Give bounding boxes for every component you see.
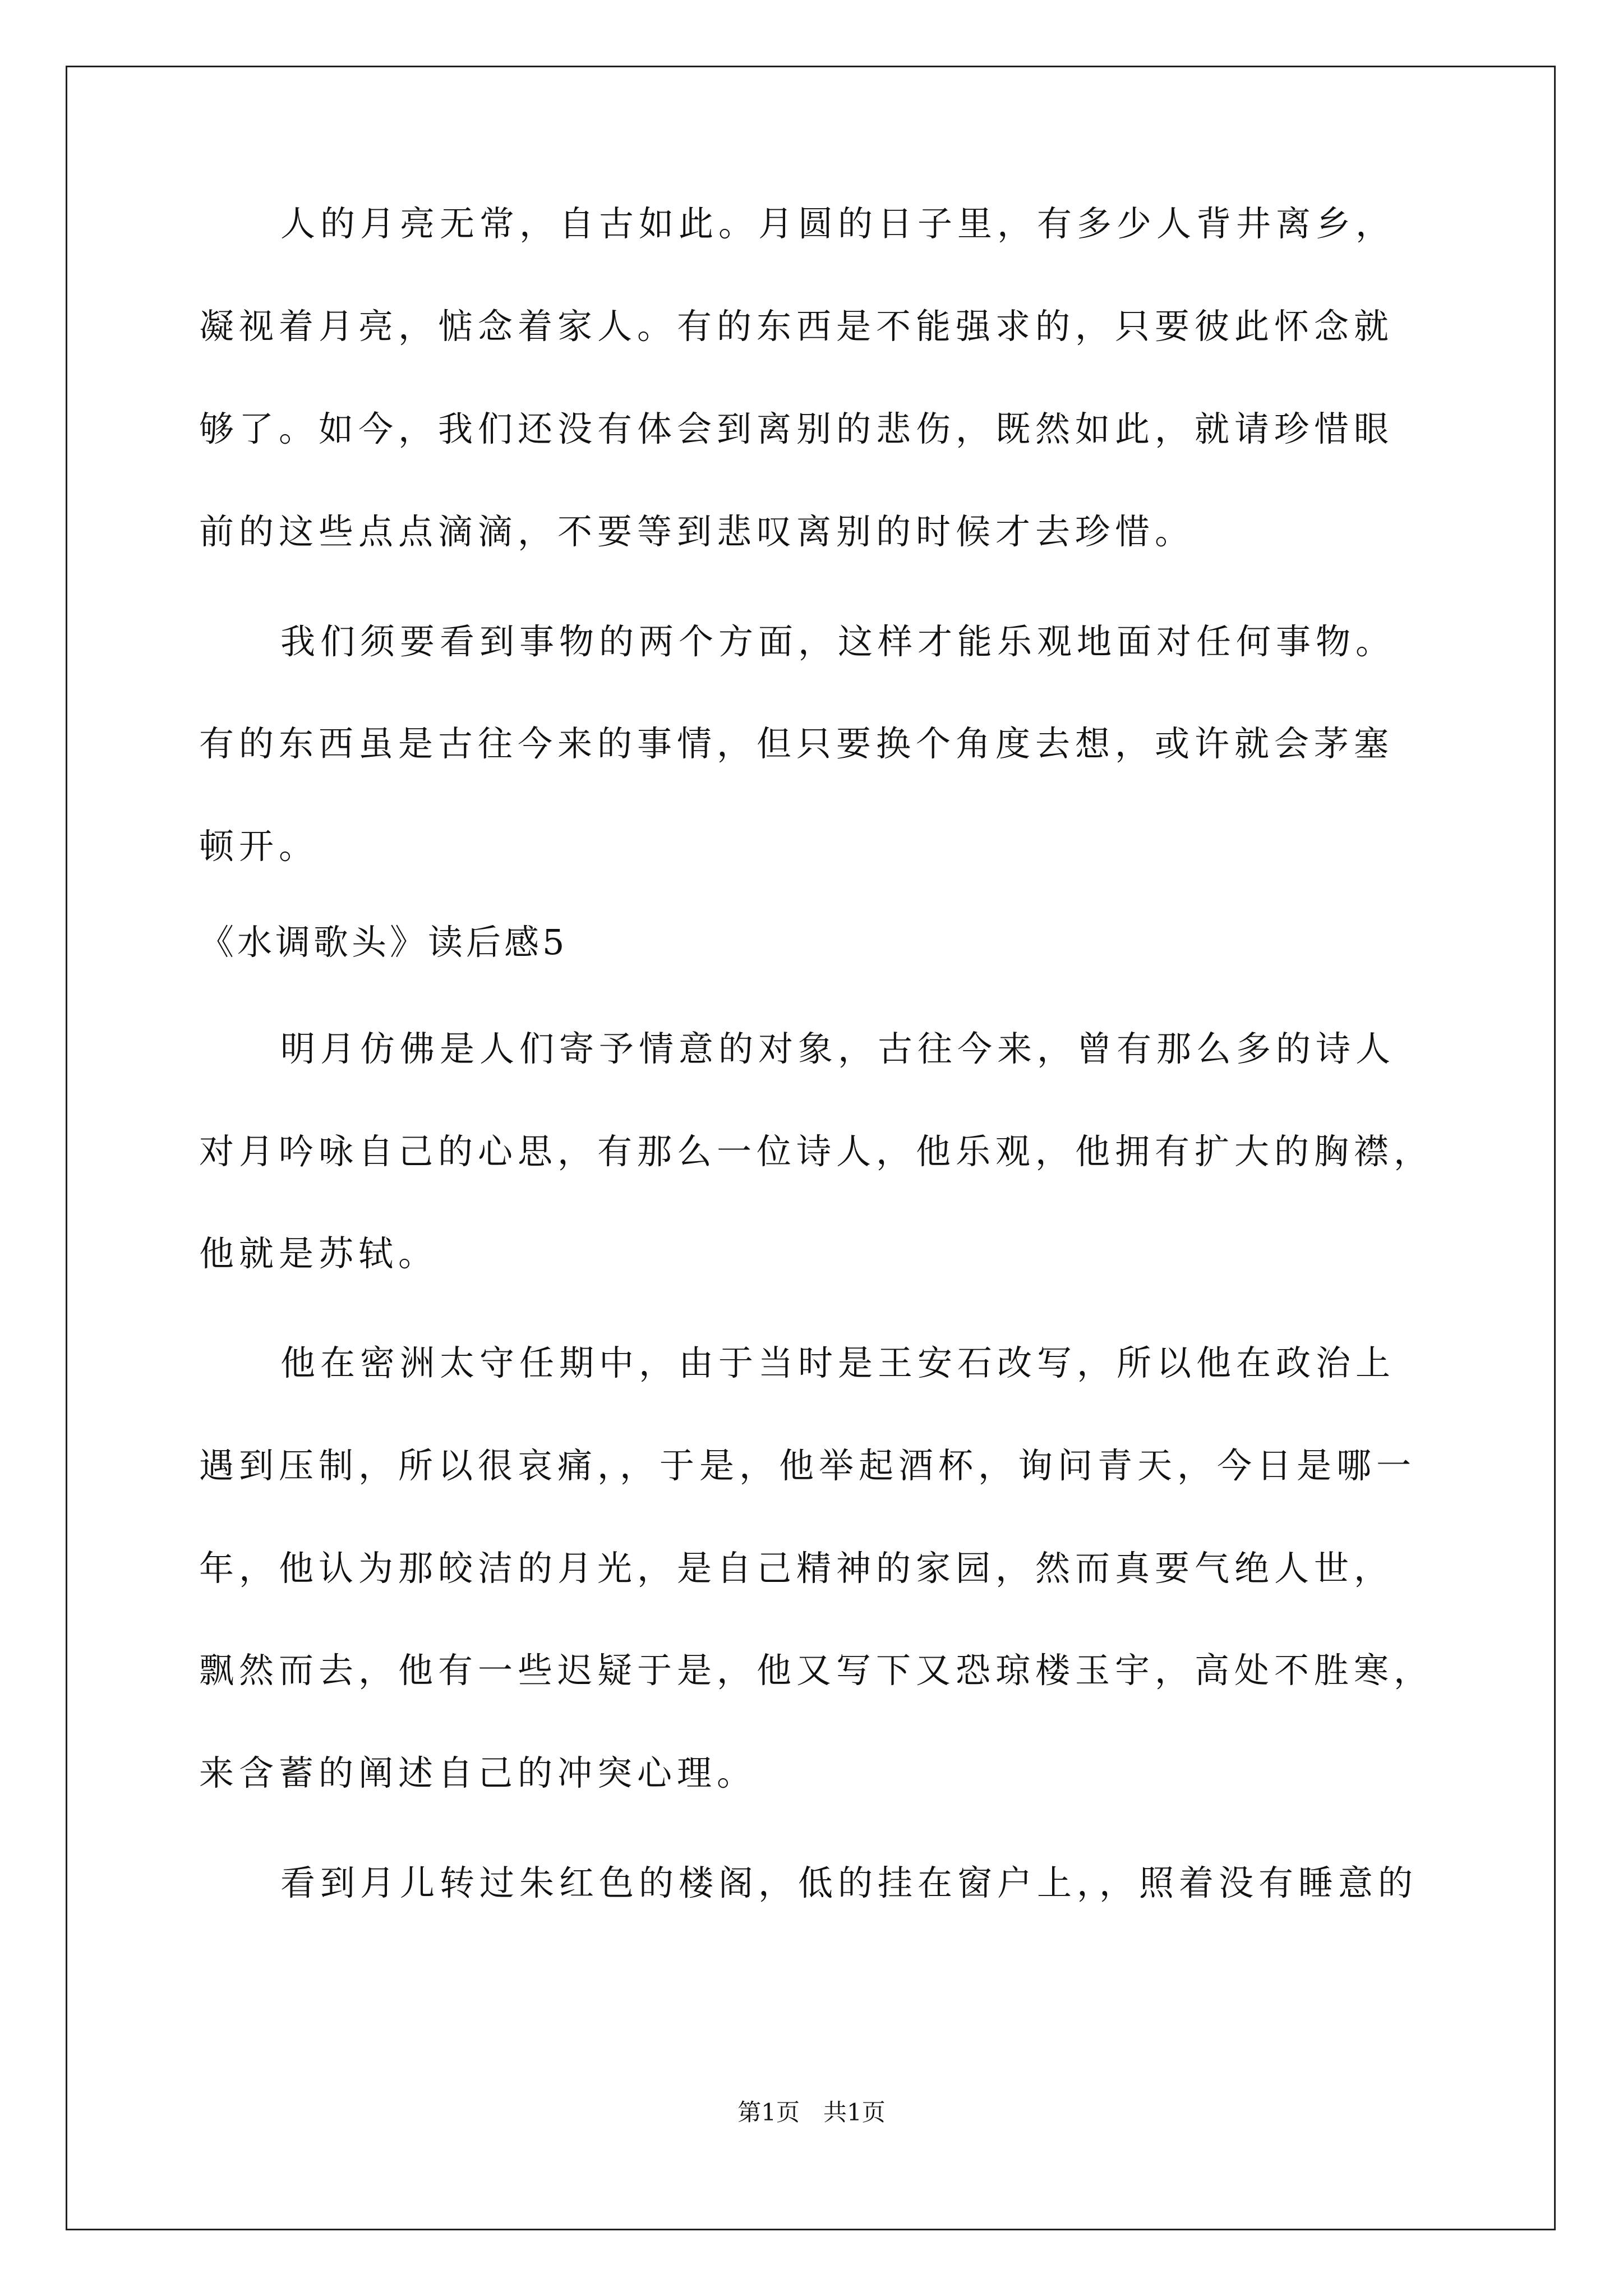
- text-line: 有的东西虽是古往今来的事情，但只要换个角度去想，或许就会茅塞: [199, 723, 1394, 764]
- page-number: 第1页 共1页: [737, 2099, 886, 2126]
- text-line: 年，他认为那皎洁的月光，是自己精神的家园，然而真要气绝人世，: [199, 1548, 1394, 1589]
- text-line: 对月吟咏自己的心思，有那么一位诗人，他乐观，他拥有扩大的胸襟，: [199, 1131, 1434, 1172]
- text-line: 他在密洲太守任期中，由于当时是王安石改写，所以他在政治上: [280, 1342, 1396, 1383]
- text-line: 他就是苏轼。: [199, 1233, 439, 1274]
- text-line: 遇到压制，所以很哀痛，，于是，他举起酒杯，询问青天，今日是哪一: [199, 1445, 1417, 1486]
- text-line: 顿开。: [199, 826, 319, 867]
- text-line: 飘然而去，他有一些迟疑于是，他又写下又恐琼楼玉宇，高处不胜寒，: [199, 1650, 1434, 1691]
- text-line: 看到月儿转过朱红色的楼阁，低的挂在窗户上，，照着没有睡意的: [280, 1862, 1418, 1903]
- text-line: 明月仿佛是人们寄予情意的对象，古往今来，曾有那么多的诗人: [280, 1028, 1396, 1069]
- text-line: 来含蓄的阐述自己的冲突心理。: [199, 1752, 757, 1793]
- text-line: 够了。如今，我们还没有体会到离别的悲伤，既然如此，就请珍惜眼: [199, 408, 1394, 449]
- section-heading: 《水调歌头》读后感5: [199, 922, 568, 963]
- text-line: 凝视着月亮，惦念着家人。有的东西是不能强求的，只要彼此怀念就: [199, 306, 1394, 347]
- text-line: 前的这些点点滴滴，不要等到悲叹离别的时候才去珍惜。: [199, 511, 1195, 552]
- text-line: 人的月亮无常，自古如此。月圆的日子里，有多少人背井离乡，: [280, 203, 1396, 244]
- text-line: 我们须要看到事物的两个方面，这样才能乐观地面对任何事物。: [280, 621, 1396, 662]
